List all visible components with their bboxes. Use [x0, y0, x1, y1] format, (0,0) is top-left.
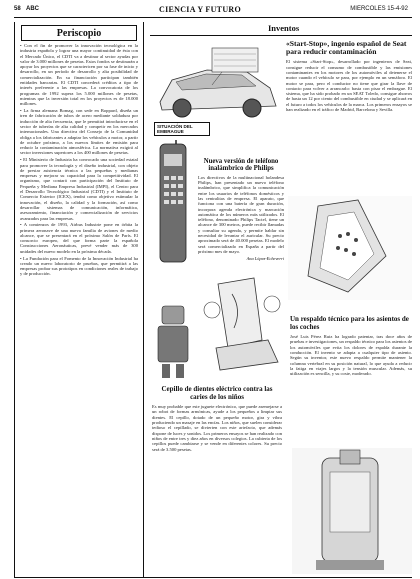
- article-start-stop: [286, 40, 412, 192]
- periscopio-box: [14, 22, 144, 578]
- article-signature: Ana López-Echeverri: [246, 255, 284, 261]
- article-toothbrush-title: Cepillo de dientes eléctrico contra las caries de los niños: [161, 385, 273, 401]
- inventos-label: Inventos: [268, 23, 300, 33]
- section-title: CIENCIA Y FUTURO: [159, 5, 241, 14]
- toothbrush-robot-illustration: [150, 300, 196, 382]
- article-seat-title: Un respaldo técnico para los asientos de los coches: [290, 315, 409, 331]
- periscopio-item: • La Fundación para el Fomento de la Innovación Industrial ha creado un nuevo laboratorio de pruebas, que permitirá a las empresas probar sus prototipos en condiciones reales de trabajo y de producción.: [20, 255, 138, 277]
- periscopio-item: • El Ministerio de Industria ha convocado una sociedad estatal para promover la tecnología y el diseño industrial, con objeto de prestar asistencia técnica a las pequeñas y medianas empresas y mejorar su capacidad para la competitividad. El organismo, que contará con participación del Instituto de Pequeña y Mediana Empresa Industrial (IMPI), el Centro para el Desarrollo Tecnológico Industrial (CDTI) y el Instituto de Comercio Exterior (ICEX), tendrá como objetivo estimular la innovación, el diseño, la calidad y la formación, así como desarrollar sistemas de comunicación, informática, asesoramiento, financiación y comercialización de servicios avanzados para las empresas.: [20, 157, 138, 221]
- article-philips-text: [198, 175, 284, 254]
- periscopio-title-box: [21, 25, 137, 41]
- article-toothbrush: [152, 386, 282, 566]
- article-philips: [198, 158, 284, 268]
- article-paragraph: Los directivos de la multinacional holandesa Philips, han presentado un nuevo teléfono inalámbrico, que simplifica la comunicación entre los usuarios de teléfonos domésticos y las centralitas de empresa. El aparato, que funciona con una batería de gran duración, incorpora agenda electrónica y marcación automática de los números más utilizados. El teléfono, denominado Philips Tactel, tiene un alcance de 300 metros, puede recibir llamadas y consultar su agenda, y permite hablar sin necesidad de levantar el auricular. Su precio aproximado será de 40.000 pesetas. El modelo será comercializado en España a partir del próximo mes de mayo.: [198, 174, 284, 254]
- page-header: [14, 5, 412, 17]
- article-toothbrush-text: [152, 404, 282, 452]
- phone-photo: [288, 196, 412, 300]
- periscopio-title: Periscopio: [56, 27, 102, 39]
- article-paragraph: Es muy probable que este juguete electrónico, que puede asemejarse a un robot de formas armónicas, ayude a los pequeños a limpiar sus dientes. El cepillo, dotado de un pequeño motor, gira y vibra produciendo un masaje en las encías. Los niños, que suelen considerar tedioso el cepillado, se divierten con este artefacto, que además dispone de luces y sonidos. Los primeros ensayos se han realizado con niños de entre tres y diez años en diversos colegios. La cubierta de los cepillos puede cambiarse y se vende en diferentes colores. Su precio será de 3.500 pesetas.: [152, 404, 282, 452]
- article-paragraph: José Luis Pérez Ruiz ha logrado patentar, tras doce años de pruebas e investigaciones, un respaldo técnico para los asientos de los automóviles que evita los dolores de espalda durante la conducción. El invento se adapta a cualquier tipo de asiento. Según su inventor, este nuevo respaldo permite mantener la columna vertebral en su posición natural, lo que ayuda a reducir la fatiga en viajes largos y la tensión muscular. Además, su utilización es sencilla, y su coste, moderado.: [290, 334, 412, 377]
- page-number: 58: [14, 6, 21, 12]
- article-start-stop-text: [286, 59, 412, 112]
- issue-date: MIERCOLES 15-4-92: [350, 6, 408, 12]
- seat-diagram: [198, 270, 286, 378]
- inventos-header: [150, 22, 412, 36]
- periscopio-item: • A comienzos de 1993, Airbus Industrie pone en órbita la primera aeronave de una nueva familia de aviones de medio alcance, que se presentará en el próximo Salón de París. El consorcio europeo, del que forma parte la española Construcciones Aeronáuticas, prevé vender más de 300 unidades del nuevo modelo en la próxima década.: [20, 222, 138, 254]
- phone-illustration: [152, 140, 196, 268]
- footer-rule: [14, 577, 412, 578]
- article-start-stop-title: «Start-Stop», ingenio español de Seat para reducir contaminación: [286, 39, 407, 57]
- phone-image: [152, 140, 196, 268]
- article-philips-title: Nueva versión de teléfono inalámbrico de Philips: [203, 158, 279, 173]
- periscopio-text: [15, 43, 143, 277]
- article-seat: [290, 316, 412, 446]
- toothbrush-image: [150, 300, 196, 382]
- periscopio-item: • Con el fin de promover la innovación tecnológica en la industria española y lograr una mayor continuidad de ésta con el Mercado Único, el CDTI va a destinar al sector ayudas por valor de 3.000 millones de pesetas. Estos fondos se destinarán a apoyar los proyectos que se caractericen por su fase de inicio y desarrollo, en un período de desarrollo y alta posibilidad de comercialización. En su financiación participan también entidades bancarias. El CDTI concederá créditos a tipo de interés preferente a las empresas. La convocatoria de los programas de 1992 supera los 5.000 millones de pesetas, mientras que la inversión total en los proyectos es de 18.000 millones.: [20, 43, 138, 107]
- seat-illustration: [198, 270, 286, 378]
- header-rule: [14, 17, 412, 18]
- toothbrush-photo-illustration: [292, 448, 412, 574]
- article-seat-text: [290, 334, 412, 376]
- newspaper-name: ABC: [26, 6, 39, 12]
- article-paragraph: El sistema «Start-Stop», desarrollado por ingenieros de Seat, consigue reducir el consumo de combustible y las emisiones contaminantes en los motores de los automóviles al detenerse el motor cuando el vehículo se para, por ejemplo en un semáforo. El motor se para, pero el conductor no tiene que girar la llave de contacto para volver a arrancarlo: basta con pisar el embrague. El sistema, que ha sido probado en un SEAT Toledo, consigue ahorros de hasta un 12 por ciento del combustible en ciudad y se aplicará en el futuro a todos los vehículos de la marca. Los primeros ensayos se han realizado en el tráfico de Madrid, Barcelona y Sevilla.: [286, 59, 412, 113]
- car-diagram-image: [152, 40, 282, 138]
- clutch-caption: SITUACIÓN DEL EMBRAGUE: [154, 122, 210, 136]
- toothbrush-photo: [292, 448, 412, 574]
- handset-photo: [288, 196, 412, 300]
- periscopio-item: • La firma alemana Bomag, con sede en Boppard, diseña un tren de fabricación de tubos de acero mediante soldadura por inducción de alta frecuencia, que le permitirá introducirse en el sector de tuberías de alta calidad y competir en los mercados internacionales. Una directiva del Consejo de la Comunidad obliga a los fabricantes a adaptar los vehículos a motor, a partir de octubre próximo, a los nuevos límites de emisión para reducir la contaminación atmosférica. La normativa exigirá al sector inversiones superiores a los 400 millones de pesetas.: [20, 108, 138, 156]
